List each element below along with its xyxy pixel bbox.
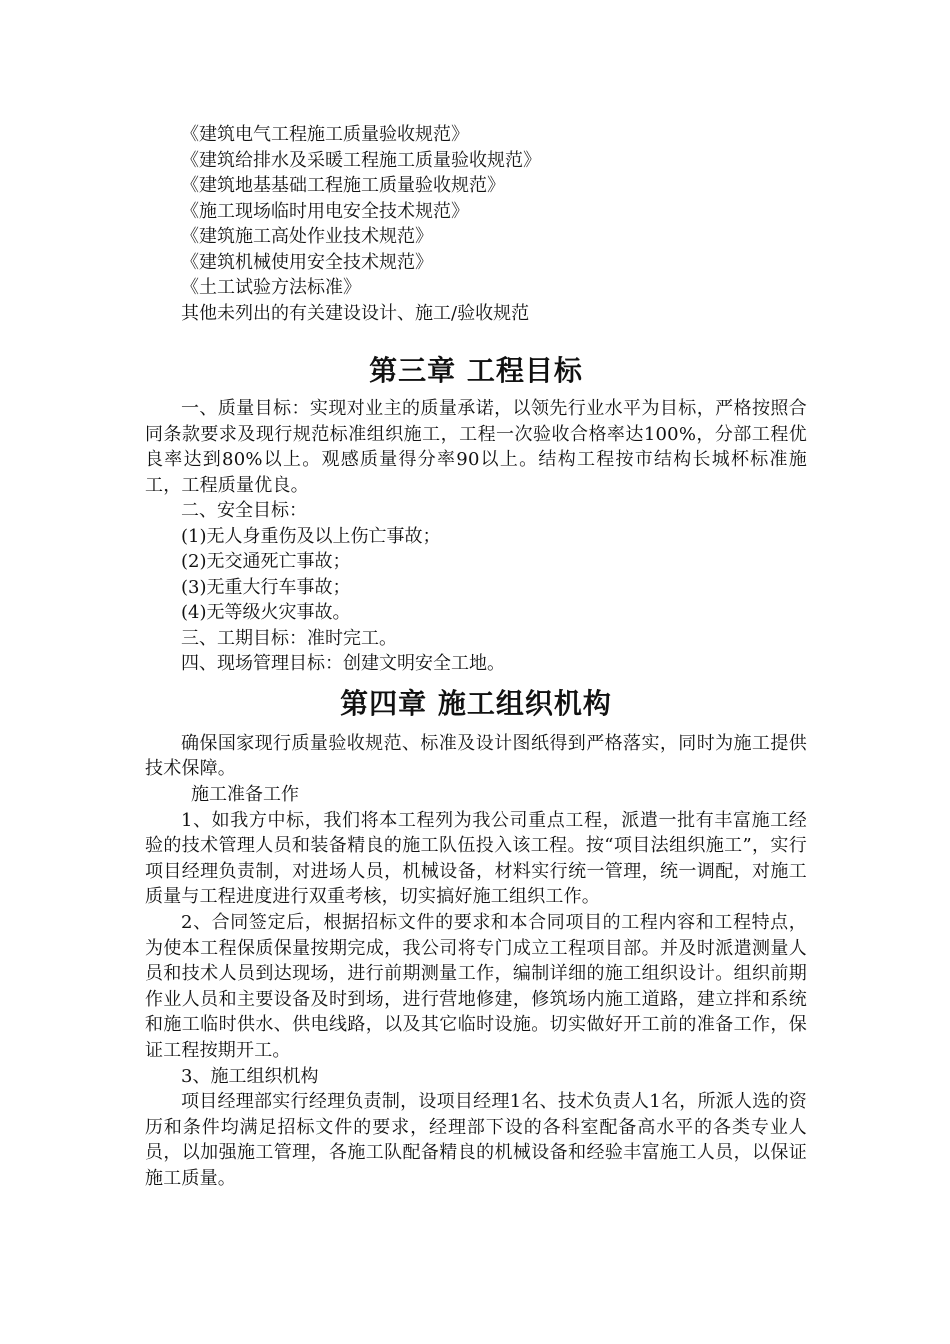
preparation-paragraph-2: 2、合同签定后，根据招标文件的要求和本合同项目的工程内容和工程特点，为使本工程保质保量按期完成，我公司将专门成立工程项目部。并及时派遣测量人员和技术人员到达现场，进行前期测量工作，编制详细的施工组织设计。组织前期作业人员和主要设备及时到场，进行营地修建，修筑场内施工道路，建立拌和系统和施工临时供水、供电线路，以及其它临时设施。切实做好开工前的准备工作，保证工程按期开工。 [145,911,807,1061]
reference-item: 《建筑地基基础工程施工质量验收规范》 [181,175,505,196]
reference-item: 《土工试验方法标准》 [181,277,361,298]
chapter-4-title: 第四章 施工组织机构 [340,686,612,720]
safety-goal-item: (1)无人身重伤及以上伤亡事故； [181,525,441,547]
safety-goal-item: (4)无等级火灾事故。 [181,602,351,624]
quality-goal-paragraph: 一、质量目标：实现对业主的质量承诺，以领先行业水平为目标，严格按照合同条款要求及现行规范标准组织施工，工程一次验收合格率达100%，分部工程优良率达到80%以上。观感质量得分率90以上。结构工程按市结构长城杯标准施工，工程质量优良。 [145,398,807,496]
reference-item: 《建筑给排水及采暖工程施工质量验收规范》 [181,149,541,171]
site-management-goal: 四、现场管理目标：创建文明安全工地。 [181,653,505,675]
chapter-3-title: 第三章 工程目标 [369,354,583,387]
preparation-paragraph-1: 1、如我方中标，我们将本工程列为我公司重点工程，派遣一批有丰富施工经验的技术管理人员和装备精良的施工队伍投入该工程。按“项目法组织施工”，实行项目经理负责制，对进场人员，机械设备，材料实行统一管理，统一调配，对施工质量与工程进度进行双重考核，切实搞好施工组织工作。 [145,809,807,908]
reference-item: 《施工现场临时用电安全技术规范》 [181,200,469,222]
reference-item: 《建筑电气工程施工质量验收规范》 [181,124,469,145]
preparation-title: 施工准备工作 [191,784,299,806]
schedule-goal: 三、工期目标：准时完工。 [181,627,397,649]
document-page [145,122,807,1191]
chapter-4-intro: 确保国家现行质量验收规范、标准及设计图纸得到严格落实，同时为施工提供技术保障。 [145,732,807,780]
organization-paragraph: 项目经理部实行经理负责制，设项目经理1名、技术负责人1名，所派人选的资历和条件均满足招标文件的要求，经理部下设的各科室配备高水平的各类专业人员，以加强施工管理，各施工队配备精良的机械设备和经验丰富施工人员，以保证施工质量。 [145,1091,807,1189]
reference-list [145,122,807,326]
safety-goal-title: 二、安全目标： [181,500,307,522]
safety-goal-item: (2)无交通死亡事故； [181,551,351,573]
reference-item-other: 其他未列出的有关建设设计、施工/验收规范 [181,302,530,324]
organization-title: 3、施工组织机构 [181,1065,319,1087]
safety-goal-item: (3)无重大行车事故； [181,576,351,598]
reference-item: 《建筑施工高处作业技术规范》 [181,226,433,247]
reference-item: 《建筑机械使用安全技术规范》 [181,251,433,273]
